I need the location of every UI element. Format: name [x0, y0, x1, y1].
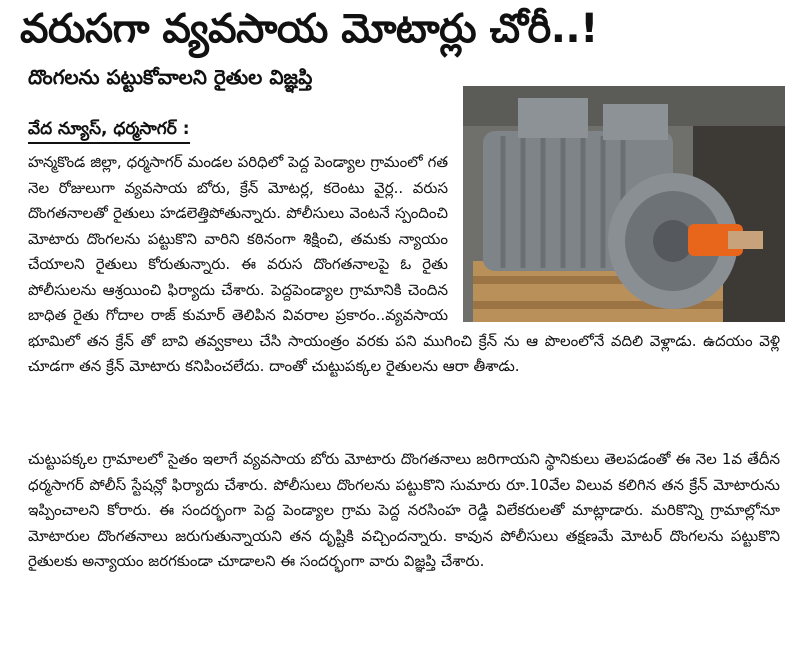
paragraph-text-2: చుట్టుపక్కల గ్రామాలలో సైతం ఇలాగే వ్యవసాయ బోరు మోటారు దొంగతనాలు జరిగాయని స్థానికులు తెలపడంతో ఈ నెల 1వ తేదీన ధర్మసాగర్ పోలీస్ స్టేషన్లో ఫిర్యాదు చేశారు. పోలీసులు దొంగలను పట్టుకొని సుమారు రూ.10వేల విలువ కలిగిన తన క్రేన్ మోటారును ఇప్పించాలని కోరారు. ఈ సందర్భంగా పెద్ద పెండ్యాల గ్రామ పెద్ద నరసింహ రెడ్డి విలేకరులతో మాట్లాడారు. మరికొన్ని గ్రామాల్లోనూ మోటారుల దొంగతనాలు జరుగుతున్నాయని తన దృష్టికి వచ్చిందన్నారు. కావున పోలీసులు తక్షణమే మోటర్ దొంగలను పట్టుకొని రైతులకు అన్యాయం జరగకుండా చూడాలని ఈ సందర్భంగా వారు విజ్ఞప్తి చేశారు. — [28, 450, 780, 570]
article-paragraph-2 — [28, 447, 780, 575]
headline: వరుసగా వ్యవసాయ మోటార్లు చోరీ..! — [20, 6, 598, 52]
photo-wrap-space — [458, 150, 780, 322]
paragraph-text-1: హన్మకొండ జిల్లా, ధర్మసాగర్ మండల పరిధిలో పెద్ద పెండ్యాల గ్రామంలో గత నెల రోజులుగా వ్యవసాయ బోరు, క్రేన్ మోటర్ల, కరెంటు వైర్ల.. వరుస దొంగతనాలతో రైతులు హడలెత్తిపోతున్నారు. పోలీసులు వెంటనే స్పందించి మోటారు దొంగలను పట్టుకొని వారిని కఠినంగా శిక్షించి, తమకు న్యాయం చేయాలని రైతులు కోరుతున్నారు. ఈ వరుస దొంగతనాలపై ఓ రైతు పోలీసులను ఆశ్రయించి ఫిర్యాదు చేశారు. పెద్దపెండ్యాల గ్రామానికి చెందిన బాధిత రైతు గోదాల రాజ్ కుమార్ తెలిపిన వివరాల ప్రకారం..వ్యవసాయ భూమిలో తన క్రేన్ తో బావి తవ్వకాలు చేసి సాయంత్రం వరకు పని ముగించి క్రేన్ ను ఆ పొలంలోనే వదిలి వెళ్లాడు. ఉదయం వెళ్లి చూడగా తన క్రేన్ మోటారు కనిపించలేదు. దాంతో చుట్టుపక్కల రైతులను ఆరా తీశాడు. — [28, 153, 780, 375]
subheadline: దొంగలను పట్టుకోవాలని రైతుల విజ్ఞప్తి — [28, 65, 313, 89]
dateline: వేద న్యూస్, ధర్మసాగర్ : — [28, 118, 190, 144]
article-paragraph-1 — [28, 150, 780, 380]
